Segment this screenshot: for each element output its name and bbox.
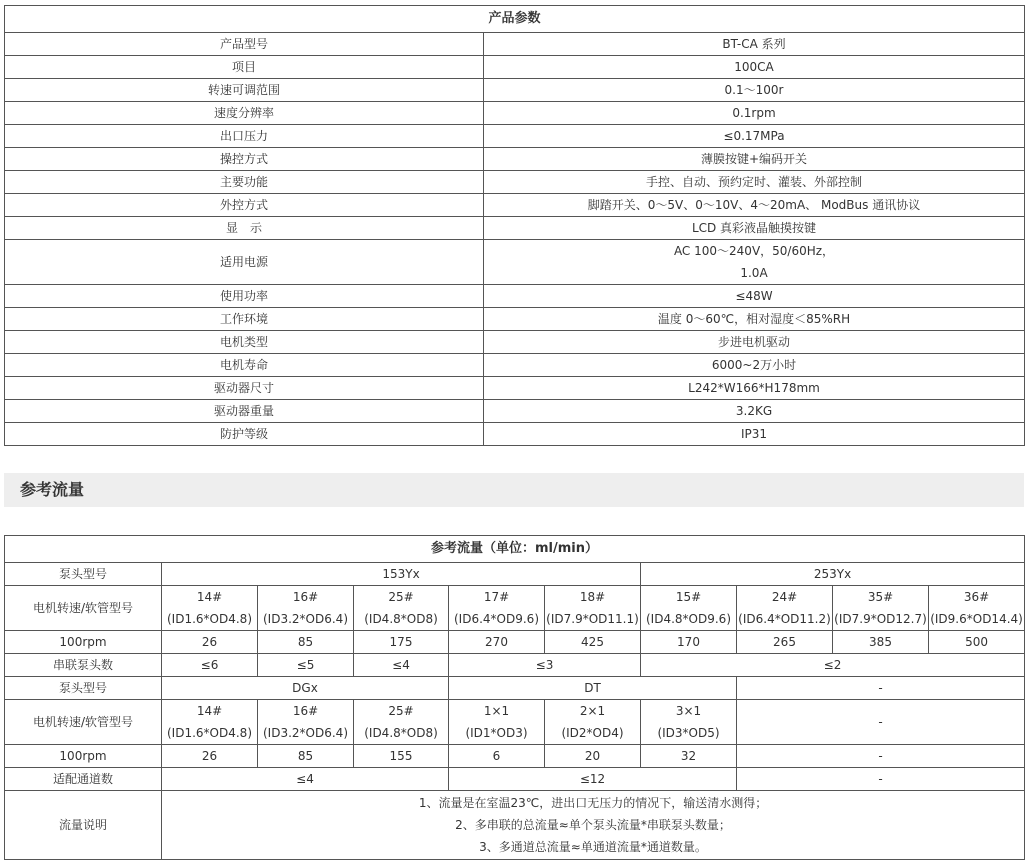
param-value: ≤48W bbox=[484, 285, 1025, 308]
param-row-power bbox=[5, 240, 1025, 285]
flow-value: 6 bbox=[449, 745, 545, 768]
tube-cell: 24# (ID6.4*OD11.2) bbox=[737, 586, 833, 631]
param-row bbox=[5, 354, 1025, 377]
flow-value: 85 bbox=[258, 631, 354, 654]
param-label: 适用电源 bbox=[5, 240, 484, 285]
flow-row bbox=[5, 768, 1025, 791]
series-value: ≤4 bbox=[354, 654, 449, 677]
param-label: 使用功率 bbox=[5, 285, 484, 308]
channel-value: ≤4 bbox=[162, 768, 449, 791]
tube-cell: 16# (ID3.2*OD6.4) bbox=[258, 700, 354, 745]
param-label: 出口压力 bbox=[5, 125, 484, 148]
row-label: 流量说明 bbox=[5, 791, 162, 860]
param-label: 工作环境 bbox=[5, 308, 484, 331]
empty-cell: - bbox=[737, 677, 1025, 700]
series-value: ≤2 bbox=[641, 654, 1025, 677]
param-value: BT-CA 系列 bbox=[484, 33, 1025, 56]
flow-row bbox=[5, 745, 1025, 768]
flow-value: 85 bbox=[258, 745, 354, 768]
param-row bbox=[5, 79, 1025, 102]
param-label: 速度分辨率 bbox=[5, 102, 484, 125]
tube-cell: 25# (ID4.8*OD8) bbox=[354, 586, 449, 631]
param-value: 温度 0～60℃，相对湿度＜85%RH bbox=[484, 308, 1025, 331]
param-value: 6000~2万小时 bbox=[484, 354, 1025, 377]
param-label: 驱动器尺寸 bbox=[5, 377, 484, 400]
param-value: 3.2KG bbox=[484, 400, 1025, 423]
flow-row bbox=[5, 563, 1025, 586]
flow-value: 26 bbox=[162, 631, 258, 654]
section-header bbox=[4, 473, 1024, 507]
pump-group: DT bbox=[449, 677, 737, 700]
tube-cell: 25# (ID4.8*OD8) bbox=[354, 700, 449, 745]
param-row bbox=[5, 148, 1025, 171]
note-line: 1、流量是在室温23℃，进出口无压力的情况下，输送清水测得； bbox=[418, 796, 768, 810]
flow-row bbox=[5, 654, 1025, 677]
pump-group: DGx bbox=[162, 677, 449, 700]
param-row bbox=[5, 56, 1025, 79]
param-label: 防护等级 bbox=[5, 423, 484, 446]
param-label: 显 示 bbox=[5, 217, 484, 240]
flow-value: 155 bbox=[354, 745, 449, 768]
row-label: 电机转速/软管型号 bbox=[5, 700, 162, 745]
param-row bbox=[5, 125, 1025, 148]
param-label: 项目 bbox=[5, 56, 484, 79]
param-value: 薄膜按键+编码开关 bbox=[484, 148, 1025, 171]
tube-cell: 14# (ID1.6*OD4.8) bbox=[162, 586, 258, 631]
param-row bbox=[5, 285, 1025, 308]
param-row bbox=[5, 400, 1025, 423]
flow-title: 参考流量（单位：ml/min） bbox=[5, 536, 1025, 563]
param-label: 电机类型 bbox=[5, 331, 484, 354]
param-row bbox=[5, 377, 1025, 400]
flow-value: 26 bbox=[162, 745, 258, 768]
param-value: 手控、自动、预约定时、灌装、外部控制 bbox=[484, 171, 1025, 194]
flow-row bbox=[5, 791, 1025, 860]
param-label: 主要功能 bbox=[5, 171, 484, 194]
tube-cell: 17# (ID6.4*OD9.6) bbox=[449, 586, 545, 631]
empty-cell: - bbox=[737, 700, 1025, 745]
param-label: 驱动器重量 bbox=[5, 400, 484, 423]
param-value: ≤0.17MPa bbox=[484, 125, 1025, 148]
param-value: L242*W166*H178mm bbox=[484, 377, 1025, 400]
param-label: 电机寿命 bbox=[5, 354, 484, 377]
flow-value: 175 bbox=[354, 631, 449, 654]
product-params-table bbox=[4, 5, 1025, 446]
note-line: 2、多串联的总流量≈单个泵头流量*串联泵头数量； bbox=[455, 818, 731, 832]
tube-cell: 14# (ID1.6*OD4.8) bbox=[162, 700, 258, 745]
tube-cell: 16# (ID3.2*OD6.4) bbox=[258, 586, 354, 631]
flow-value: 20 bbox=[545, 745, 641, 768]
flow-row bbox=[5, 677, 1025, 700]
tube-cell: 1×1 (ID1*OD3) bbox=[449, 700, 545, 745]
flow-row bbox=[5, 700, 1025, 745]
row-label: 100rpm bbox=[5, 745, 162, 768]
param-row bbox=[5, 331, 1025, 354]
channel-value: ≤12 bbox=[449, 768, 737, 791]
param-value: 0.1～100r bbox=[484, 79, 1025, 102]
param-label: 产品型号 bbox=[5, 33, 484, 56]
tube-cell: 3×1 (ID3*OD5) bbox=[641, 700, 737, 745]
flow-value: 170 bbox=[641, 631, 737, 654]
flow-notes bbox=[162, 791, 1025, 860]
series-value: ≤5 bbox=[258, 654, 354, 677]
param-value: 0.1rpm bbox=[484, 102, 1025, 125]
param-row bbox=[5, 217, 1025, 240]
series-value: ≤6 bbox=[162, 654, 258, 677]
row-label: 适配通道数 bbox=[5, 768, 162, 791]
section-title: 参考流量 bbox=[20, 480, 85, 499]
param-label: 操控方式 bbox=[5, 148, 484, 171]
param-value bbox=[484, 240, 1025, 285]
flow-row bbox=[5, 631, 1025, 654]
power-line-2: 1.0A bbox=[740, 266, 768, 280]
row-label: 泵头型号 bbox=[5, 563, 162, 586]
reference-flow-table bbox=[4, 535, 1025, 860]
series-value: ≤3 bbox=[449, 654, 641, 677]
param-value: 步进电机驱动 bbox=[484, 331, 1025, 354]
flow-value: 32 bbox=[641, 745, 737, 768]
flow-row bbox=[5, 586, 1025, 631]
tube-cell: 2×1 (ID2*OD4) bbox=[545, 700, 641, 745]
param-value: 脚踏开关、0～5V、0～10V、4～20mA、 ModBus 通讯协议 bbox=[484, 194, 1025, 217]
flow-value: 500 bbox=[929, 631, 1025, 654]
row-label: 串联泵头数 bbox=[5, 654, 162, 677]
empty-cell: - bbox=[737, 745, 1025, 768]
param-row bbox=[5, 194, 1025, 217]
param-value: LCD 真彩液晶触摸按键 bbox=[484, 217, 1025, 240]
tube-cell: 18# (ID7.9*OD11.1) bbox=[545, 586, 641, 631]
row-label: 电机转速/软管型号 bbox=[5, 586, 162, 631]
param-label: 转速可调范围 bbox=[5, 79, 484, 102]
flow-value: 270 bbox=[449, 631, 545, 654]
tube-cell: 36# (ID9.6*OD14.4) bbox=[929, 586, 1025, 631]
param-value: IP31 bbox=[484, 423, 1025, 446]
tube-cell: 35# (ID7.9*OD12.7) bbox=[833, 586, 929, 631]
flow-value: 425 bbox=[545, 631, 641, 654]
empty-cell: - bbox=[737, 768, 1025, 791]
power-line-1: AC 100～240V，50/60Hz， bbox=[673, 244, 835, 258]
row-label: 泵头型号 bbox=[5, 677, 162, 700]
param-row bbox=[5, 33, 1025, 56]
param-label: 外控方式 bbox=[5, 194, 484, 217]
flow-value: 385 bbox=[833, 631, 929, 654]
note-line: 3、多通道总流量≈单通道流量*通道数量。 bbox=[479, 840, 707, 854]
param-value: 100CA bbox=[484, 56, 1025, 79]
param-row bbox=[5, 423, 1025, 446]
pump-group: 153Yx bbox=[162, 563, 641, 586]
flow-value: 265 bbox=[737, 631, 833, 654]
params-title: 产品参数 bbox=[5, 6, 1025, 33]
param-row bbox=[5, 102, 1025, 125]
param-row bbox=[5, 308, 1025, 331]
tube-cell: 15# (ID4.8*OD9.6) bbox=[641, 586, 737, 631]
row-label: 100rpm bbox=[5, 631, 162, 654]
param-row bbox=[5, 171, 1025, 194]
pump-group: 253Yx bbox=[641, 563, 1025, 586]
